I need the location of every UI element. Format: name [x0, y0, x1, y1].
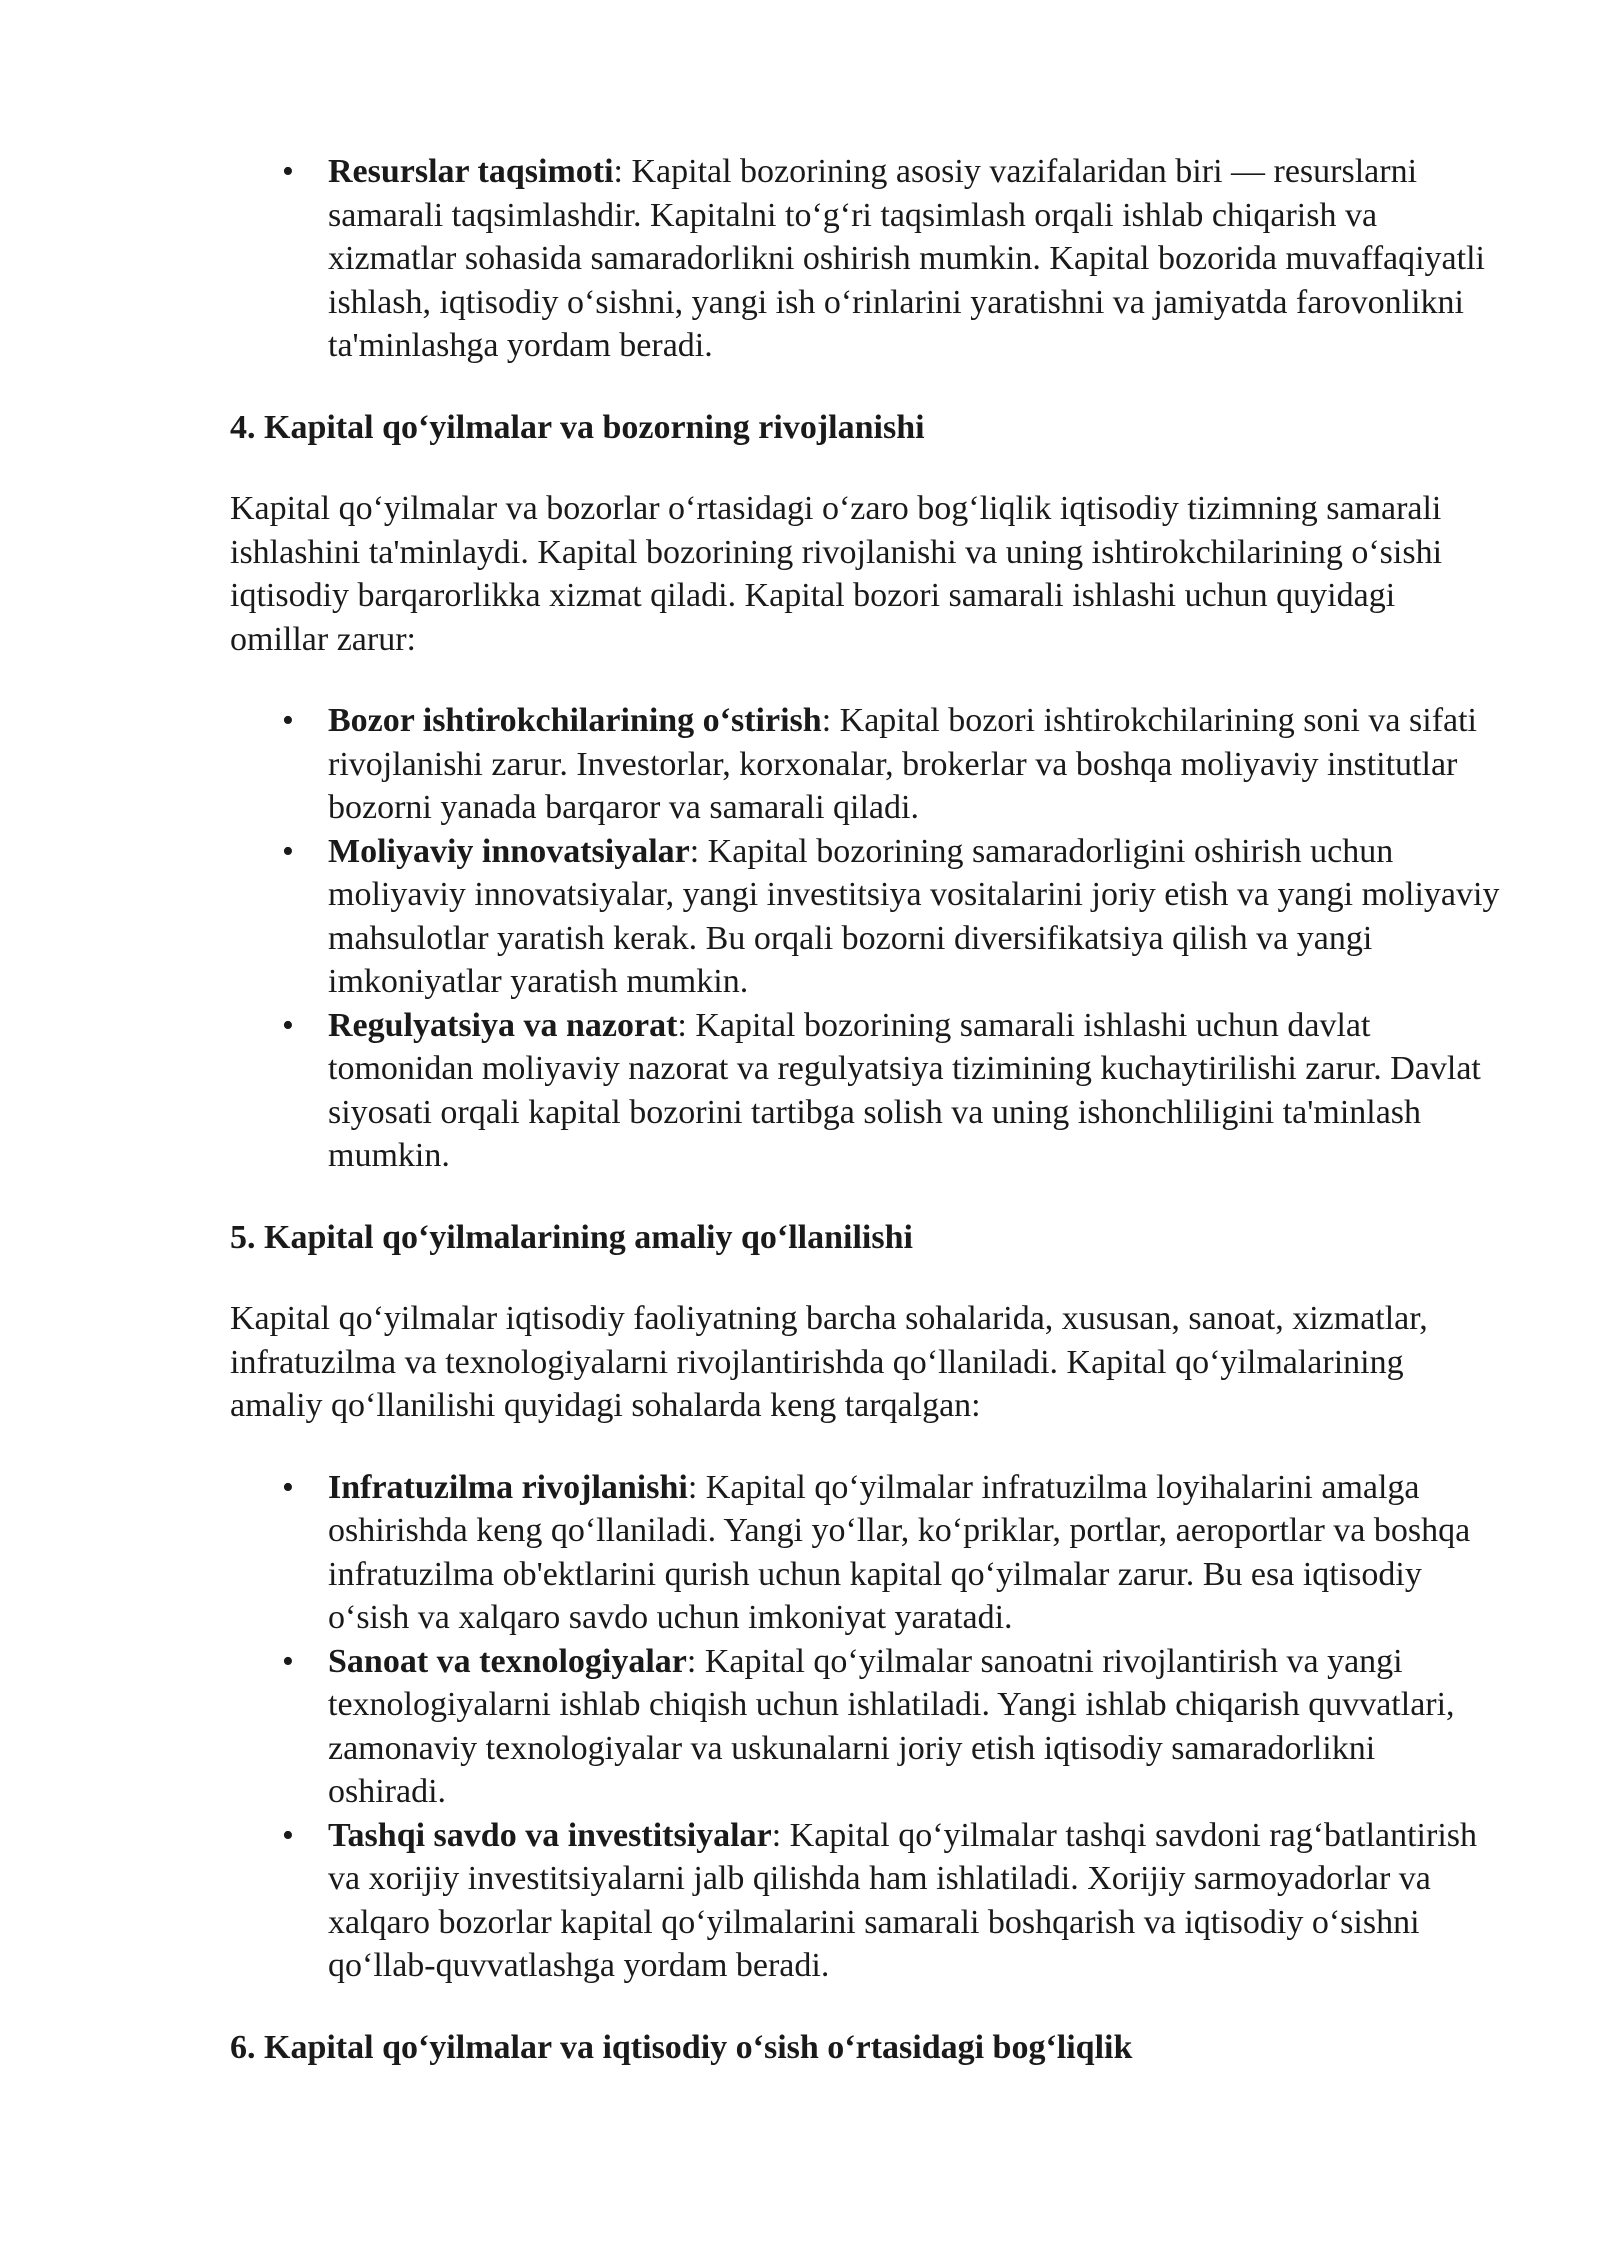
document-page — [230, 150, 1500, 2069]
bullet-list-section-5 — [230, 1466, 1500, 1988]
bullet-icon: • — [282, 702, 294, 739]
bullet-icon: • — [282, 1816, 294, 1854]
bullet-icon: • — [282, 1006, 294, 1044]
bullet-icon: • — [282, 153, 294, 190]
bullet-icon: • — [282, 832, 294, 870]
bullet-icon: • — [282, 1642, 294, 1680]
list-item-text: : Kapital qo‘yilmalar sanoatni rivojlantirish va yangi texnologiyalarni ishlab chiqish uchun ishlatiladi. Yangi ishlab chiqarish quvvatlari, zamonaviy texnologiyalar va uskunalarni joriy etish iqtisodiy samaradorlikni oshiradi. — [328, 1642, 1455, 1810]
section-heading-6: 6. Kapital qo‘yilmalar va iqtisodiy o‘sish o‘rtasidagi bog‘liqlik — [230, 2028, 1133, 2066]
bullet-icon: • — [282, 1468, 294, 1506]
list-item-term: Infratuzilma rivojlanishi — [328, 1468, 688, 1506]
list-item-term: Sanoat va texnologiyalar — [328, 1642, 687, 1680]
list-item — [230, 1466, 1500, 1640]
list-item — [230, 1814, 1500, 1988]
list-item — [230, 1640, 1500, 1814]
list-item-text: : Kapital bozorining samarali ishlashi uchun davlat tomonidan moliyaviy nazorat va regulyatsiya tizimining kuchaytirilishi zarur. Davlat siyosati orqali kapital bozorini tartibga solish va uning ishonchliligini ta'minlash mumkin. — [328, 1006, 1481, 1174]
list-item — [230, 1004, 1500, 1178]
list-item-text: : Kapital bozorining samaradorligini oshirish uchun moliyaviy innovatsiyalar, yangi investitsiya vositalarini joriy etish va yangi moliyaviy mahsulotlar yaratish kerak. Bu orqali bozorni diversifikatsiya qilish va yangi imkoniyatlar yaratish mumkin. — [328, 832, 1500, 1000]
section-paragraph-5: Kapital qo‘yilmalar iqtisodiy faoliyatning barcha sohalarida, xususan, sanoat, xizmatlar, infratuzilma va texnologiyalarni rivojlantirishda qo‘llaniladi. Kapital qo‘yilmalarining amaliy qo‘llanilishi quyidagi sohalarda keng tarqalgan: — [230, 1300, 1428, 1424]
bullet-list-top — [230, 150, 1500, 368]
list-item-term: Tashqi savdo va investitsiyalar — [328, 1816, 772, 1854]
list-item-text: : Kapital bozori ishtirokchilarining soni va sifati rivojlanishi zarur. Investorlar, korxonalar, brokerlar va boshqa moliyaviy institutlar bozorni yanada barqaror va samarali qiladi. — [328, 702, 1478, 826]
section-paragraph-4: Kapital qo‘yilmalar va bozorlar o‘rtasidagi o‘zaro bog‘liqlik iqtisodiy tizimning samarali ishlashini ta'minlaydi. Kapital bozorining rivojlanishi va uning ishtirokchilarining o‘sishi iqtisodiy barqarorlikka xizmat qiladi. Kapital bozori samarali ishlashi uchun quyidagi omillar zarur: — [230, 490, 1443, 658]
list-item — [230, 150, 1500, 368]
list-item-term: Moliyaviy innovatsiyalar — [328, 832, 690, 870]
list-item-text: : Kapital bozorining asosiy vazifalaridan biri — resurslarni samarali taqsimlashdir. Kapitalni to‘g‘ri taqsimlash orqali ishlab chiqarish va xizmatlar sohasida samaradorlikni oshirish mumkin. Kapital bozorida muvaffaqiyatli ishlash, iqtisodiy o‘sishni, yangi ish o‘rinlarini yaratishni va jamiyatda farovonlikni ta'minlashga yordam beradi. — [328, 153, 1485, 364]
list-item-text: : Kapital qo‘yilmalar infratuzilma loyihalarini amalga oshirishda keng qo‘llaniladi. Yangi yo‘llar, ko‘priklar, portlar, aeroportlar va boshqa infratuzilma ob'ektlarini qurish uchun kapital qo‘yilmalar zarur. Bu esa iqtisodiy o‘sish va xalqaro savdo uchun imkoniyat yaratadi. — [328, 1468, 1471, 1636]
list-item-term: Resurslar taqsimoti — [328, 153, 614, 190]
section-heading-5: 5. Kapital qo‘yilmalarining amaliy qo‘llanilishi — [230, 1218, 913, 1256]
list-item — [230, 699, 1500, 830]
bullet-list-section-4 — [230, 699, 1500, 1178]
section-heading-4: 4. Kapital qo‘yilmalar va bozorning rivojlanishi — [230, 408, 925, 446]
list-item-term: Bozor ishtirokchilarining o‘stirish — [328, 702, 822, 739]
list-item — [230, 830, 1500, 1004]
list-item-text: : Kapital qo‘yilmalar tashqi savdoni rag‘batlantirish va xorijiy investitsiyalarni jalb qilishda ham ishlatiladi. Xorijiy sarmoyadorlar va xalqaro bozorlar kapital qo‘yilmalarini samarali boshqarish va iqtisodiy o‘sishni qo‘llab-quvvatlashga yordam beradi. — [328, 1816, 1478, 1984]
list-item-term: Regulyatsiya va nazorat — [328, 1006, 678, 1044]
